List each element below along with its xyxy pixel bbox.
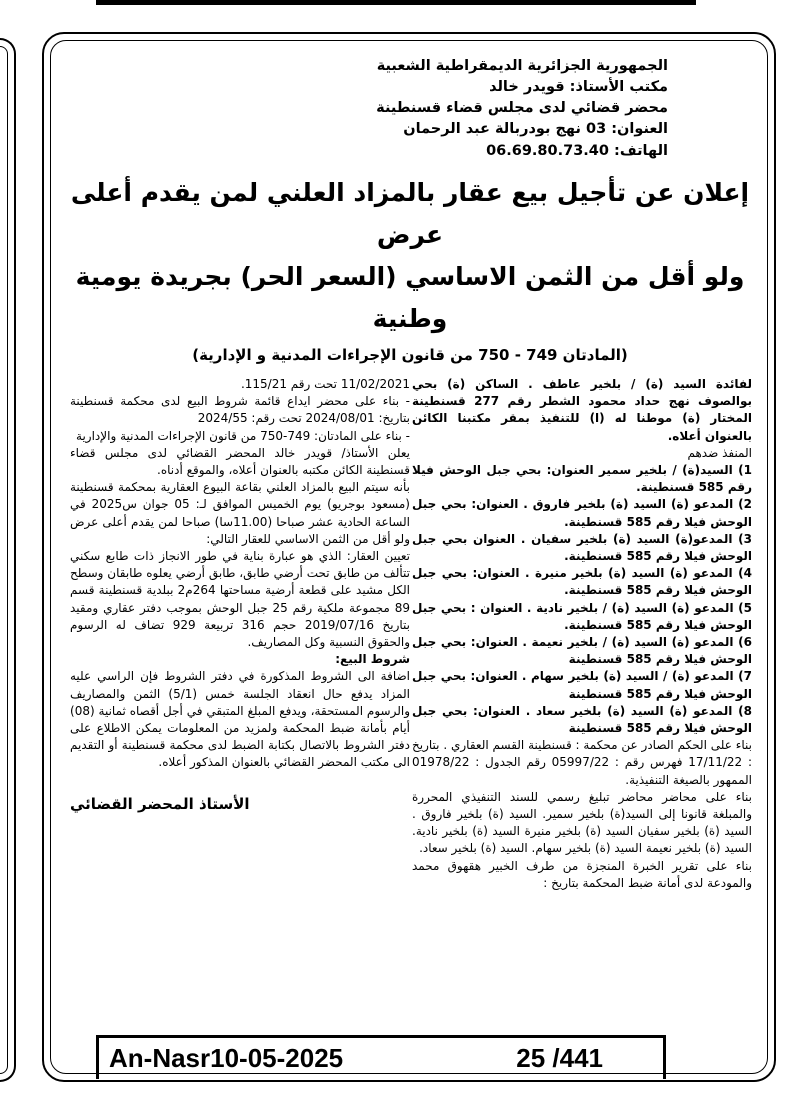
party-item: 8) المدعو (ة) السيد (ة) بلخير سعاد . العنوان: بحي جبل الوحش فيلا رقم 585 قسنطينة (412, 703, 752, 736)
notification-paragraph: بناء على محاضر محاضر تبليغ رسمي للسند التنفيذي المحررة والمبلغة قانونا إلى السيد(ة) بلخير سمير. السيد (ة) بلخير فاروق . السيد (ة) بلخير سفيان السيد (ة) بلخير منيرة السيد (ة) بلخير نادية. السيد (ة) بلخير نعيمة السيد (ة) بلخير سهام. السيد (ة) بلخير سعاد. (412, 789, 752, 856)
signature: الأستاذ المحضر القضائي (70, 794, 250, 813)
right-column (412, 376, 752, 892)
page-reference: 25 /441 (516, 1043, 603, 1073)
expertise-date: 11/02/2021 تحت رقم 115/21. (240, 377, 410, 391)
party-item: 4) المدعو (ة) السيد (ة) بلخير منيرة . العنوان: بحي جبل الوحش فيلا رقم 585 قسنطينة. (412, 566, 752, 598)
party-item: 7) المدعو (ة) / السيد (ة) بلخير سهام . العنوان: بحي جبل الوحش فيلا رقم 585 قسنطينة (412, 669, 752, 701)
title-line-1: إعلان عن تأجيل بيع عقار بالمزاد العلني لمن يقدم أعلى عرض (70, 178, 750, 249)
announce-paragraph: يعلن الأستاذ/ قويدر خالد المحضر القضائي لدى مجلس قضاء قسنطينة الكائن مكتبه بالعنوان أعلاه، والموقع أدناه. (70, 445, 410, 478)
role-line: محضر قضائي لدى مجلس قضاء قسنطينة (376, 100, 668, 116)
party-item: 1) السيد(ة) / بلخير سمير العنوان: بحي جبل الوحش فيلا رقم 585 قسنطينة. (412, 463, 752, 495)
conditions-title: شروط البيع: (335, 652, 410, 667)
conditions-paragraph: اضافة الى الشروط المذكورة في دفتر الشروط فإن الراسي عليه المزاد يدفع حال انعقاد الجلسة خمس (5/1) الثمن والمصاريف والرسوم المستحقة، ويدفع المبلغ المتبقي في أجل أقصاه ثمانية (08) أيام بأمانة ضبط المحكمة ولمزيد من المعلومات يمكن الاطلاع على دفتر الشروط بالاتصال بكتابة الضبط لدى محكمة قسنطينة أو التقديم الى مكتب المحضر القضائي بالعنوان المذكور أعلاه. (70, 669, 410, 770)
notice-subtitle: (المادتان 749 - 750 من قانون الإجراءات المدنية و الإدارية) (192, 346, 628, 364)
footer-box (96, 1035, 666, 1079)
office-line: مكتب الأستاذ: قويدر خالد (489, 79, 668, 95)
notice-body (60, 376, 760, 1111)
party-item: 2) المدعو (ة) السيد (ة) بلخير فاروق . العنوان: بحي جبل الوحش فيلا رقم 585 قسنطينة. (412, 497, 752, 529)
left-column (70, 376, 410, 813)
sale-paragraph: بأنه سيتم البيع بالمزاد العلني بقاعة البيوع العقارية بمحكمة قسنطينة (مسعود بوجريو) يوم الخميس الموافق لـ: 05 جوان س2025 في الساعة الحادية عشر صباحا (11.00سا) صباحا لمن يقدم أعلى عرض ولو أقل من الثمن الاساسي للعقار التالي: (70, 480, 411, 546)
deposit-paragraph: - بناء على محضر ايداع قائمة شروط البيع لدى محكمة قسنطينة بتاريخ: 2024/08/01 تحت رقم: 2024/55 (70, 394, 410, 426)
party-item: 5) المدعو (ة) السيد (ة) / بلخير نادية . العنوان : بحي جبل الوحش فيلا رقم 585 قسنطينة. (412, 600, 752, 632)
property-paragraph: تعيين العقار: الذي هو عبارة بناية في طور الانجاز ذات طابع سكني تتألف من طابق تحت أرضي طابق، طابق أرضي يعلوه طابقان وسطح الكل مشيد على قطعة أرضية مساحتها 264م2 ببلدية قسنطينة قسم 89 مجموعة ملكية رقم 25 جبل الوحش بموجب دفتر عقاري ومقيد بتاريخ 2019/07/16 حجم 316 تربيعة 929 تضاف له الرسوم والحقوق النسبية وكل المصاريف. (70, 549, 411, 650)
notice-header (60, 56, 760, 162)
publication-reference: An-Nasr10-05-2025 (109, 1043, 344, 1073)
address-line: العنوان: 03 نهج بودربالة عبد الرحمان (403, 121, 668, 137)
country-line: الجمهورية الجزائرية الديمقراطية الشعبية (376, 58, 668, 74)
phone-line: الهاتف: 06.69.80.73.40 (486, 143, 668, 159)
party-item: 3) المدعو(ة) السيد (ة) بلخير سفيان . العنوان بحي جبل الوحش فيلا رقم 585 قسنطينة. (412, 531, 752, 564)
party-item: 6) المدعو (ة) السيد (ة) / بلخير نعيمة . العنوان: بحي جبل الوحش فيلا رقم 585 قسنطينة (412, 635, 752, 667)
notice-content (60, 56, 760, 1031)
articles-paragraph: - بناء على المادتان: 749-750 من قانون الإجراءات المدنية والإدارية (76, 428, 410, 443)
top-rule (96, 0, 696, 5)
beneficiary-paragraph: لفائدة السيد (ة) / بلخير عاطف . الساكن (ة) بحي بوالصوف نهج حداد محمود الشطر رقم 277 قسنطينة المختار (ة) موطنا له (ا) للتنفيذ بمقر مكتبنا الكائن بالعنوان أعلاه. (412, 377, 752, 443)
title-line-2: ولو أقل من الثمن الاساسي (السعر الحر) بجريدة يومية وطنية (75, 262, 745, 333)
notice-title (60, 172, 760, 340)
executed-against-label: المنفذ ضدهم (687, 445, 752, 460)
judgment-paragraph: بناء على الحكم الصادر عن محكمة : قسنطينة القسم العقاري . بتاريخ : 17/11/22 فهرس رقم : 05997/22 رقم الجدول : 01978/22 الممهور بالصيغة التنفيذية. (412, 738, 753, 787)
adjacent-column-border (0, 38, 16, 1082)
expertise-paragraph: بناء على تقرير الخبرة المنجزة من طرف الخبير هقهوق محمد والمودعة لدى أمانة ضبط المحكمة بتاريخ : (412, 858, 752, 890)
